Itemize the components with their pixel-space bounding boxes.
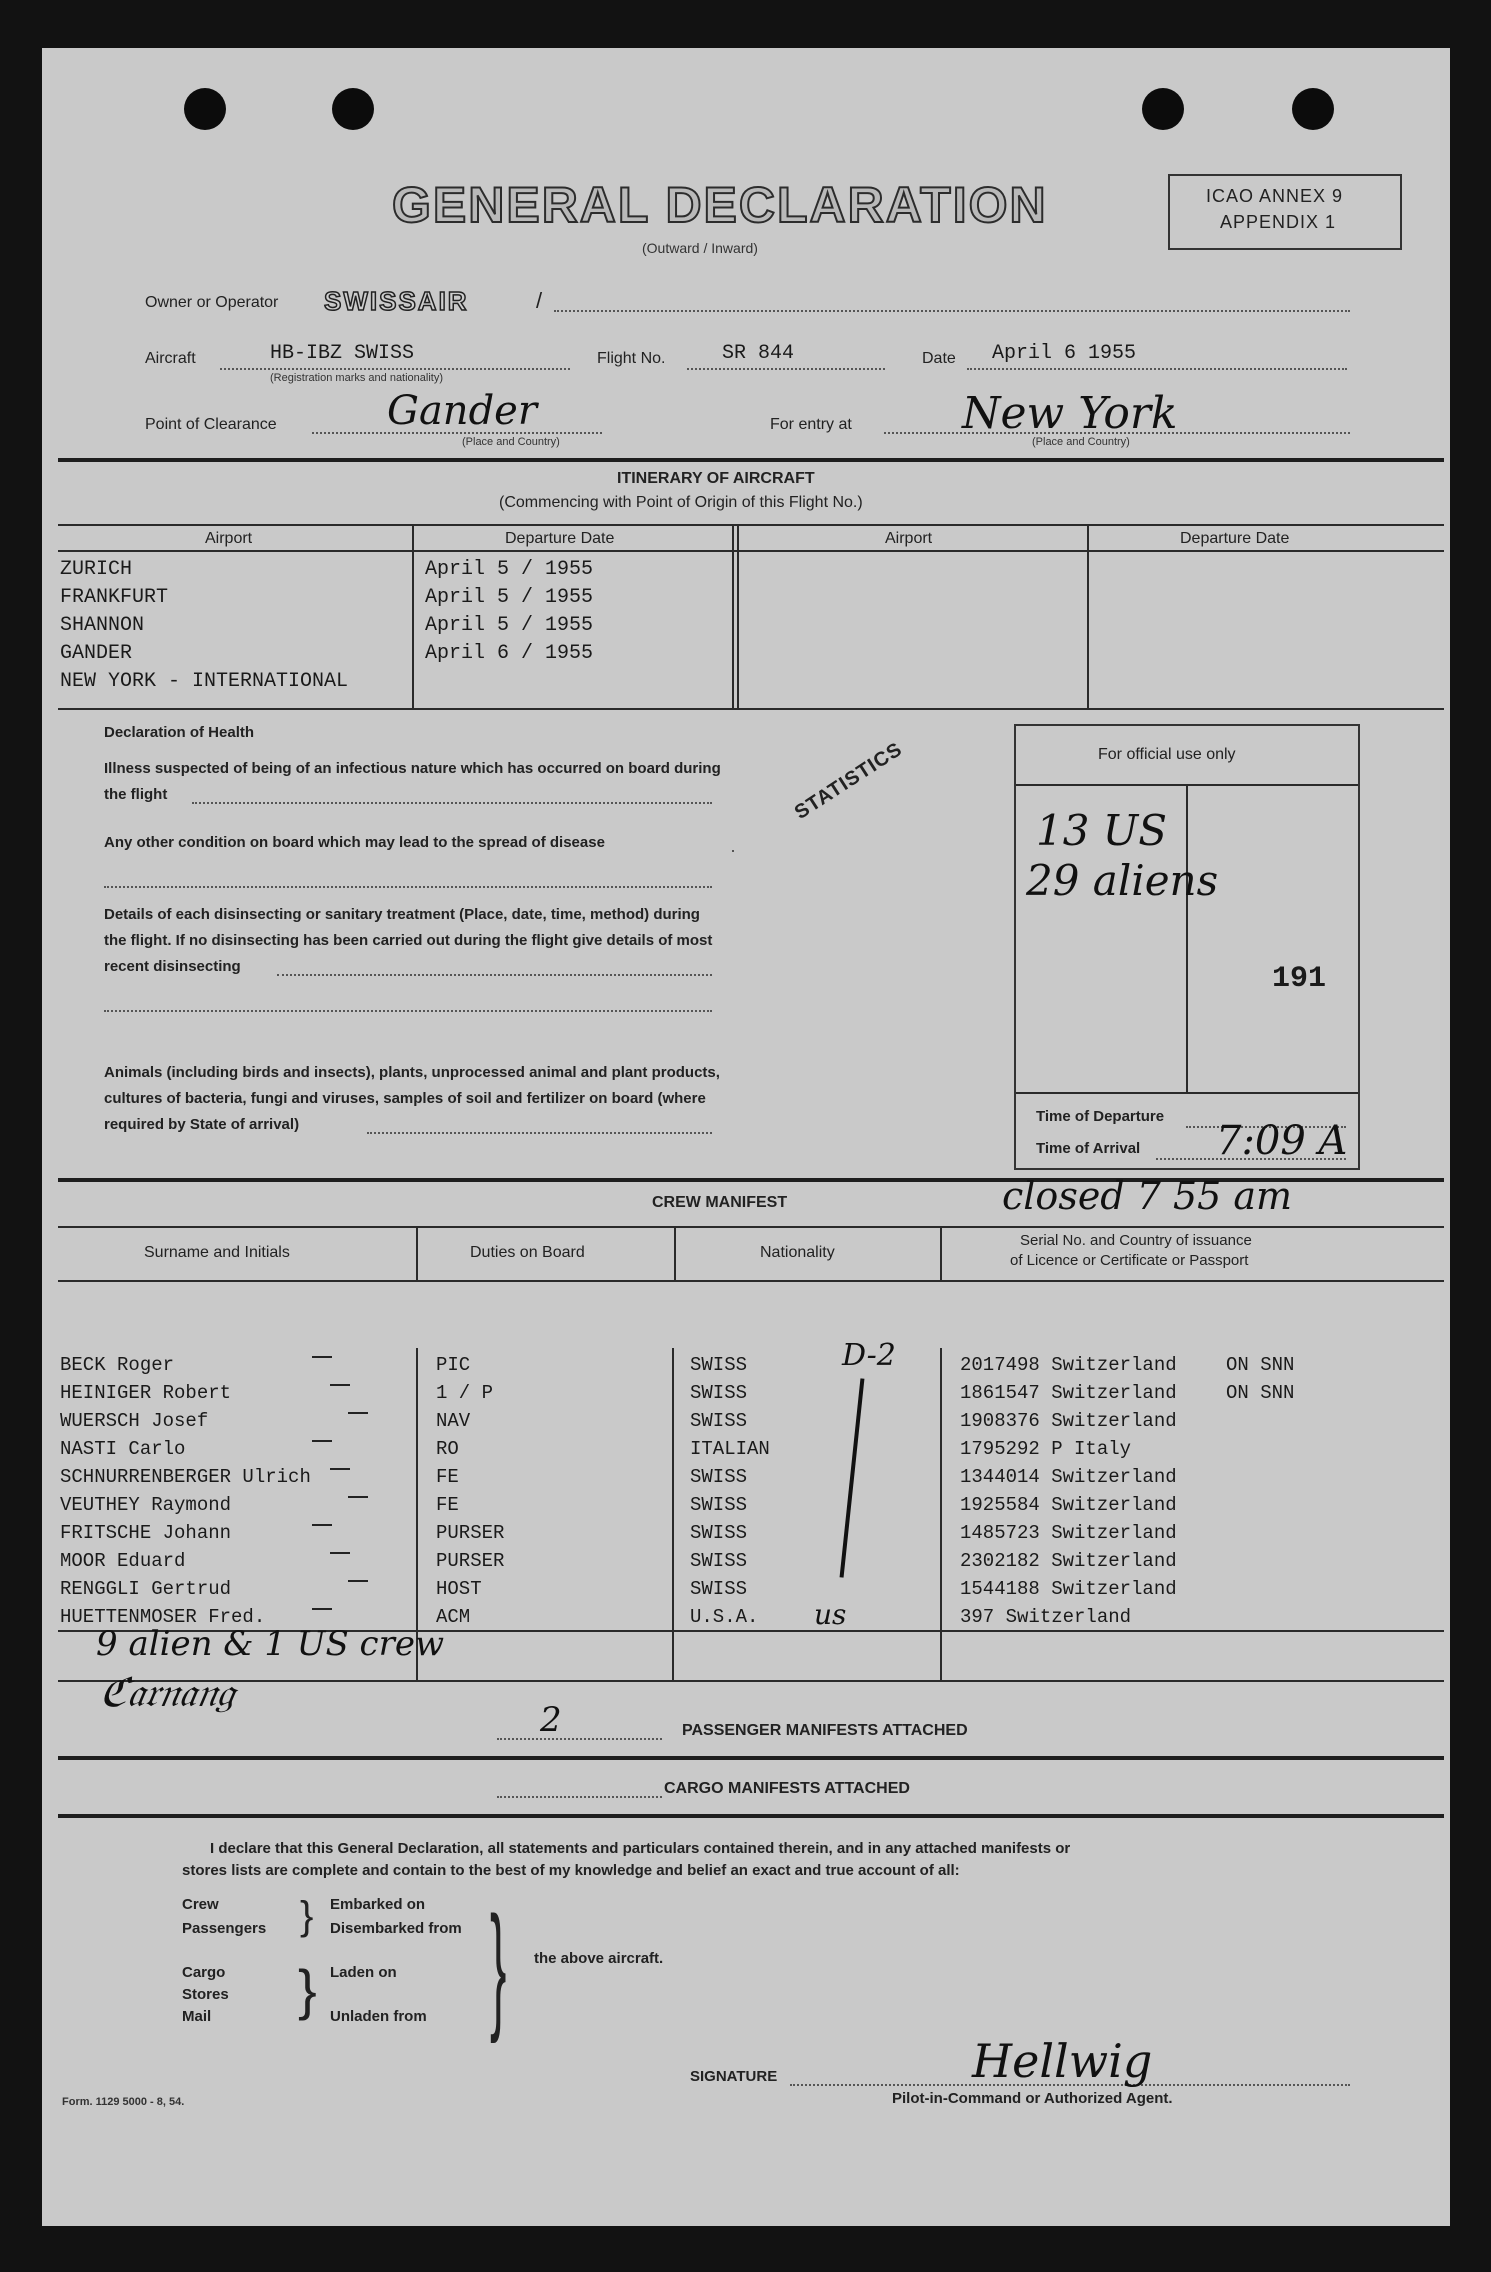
crew-nationality: SWISS bbox=[690, 1522, 748, 1544]
health-q1-line2: the flight bbox=[104, 786, 168, 803]
declaration-passengers: Passengers bbox=[182, 1920, 267, 1937]
icao-annex: ICAO ANNEX 9 bbox=[1206, 186, 1344, 206]
itinerary-airport: ZURICH bbox=[60, 558, 133, 581]
arrival-value: 7:09 A bbox=[1216, 1118, 1348, 1164]
icao-box bbox=[1168, 174, 1402, 250]
crew-duty: 1 / P bbox=[436, 1382, 494, 1404]
crew-serial: 1925584 Switzerland bbox=[960, 1494, 1177, 1516]
form-number: Form. 1129 5000 - 8, 54. bbox=[62, 2096, 185, 2108]
itinerary-airport: GANDER bbox=[60, 642, 133, 665]
place-country-note-2: (Place and Country) bbox=[1032, 436, 1130, 448]
punch-hole-icon bbox=[1292, 88, 1334, 130]
clearance-label: Point of Clearance bbox=[145, 416, 277, 433]
crew-nationality: SWISS bbox=[690, 1578, 748, 1600]
declaration-mail: Mail bbox=[182, 2008, 212, 2025]
crew-duty: RO bbox=[436, 1438, 459, 1460]
departure-label: Time of Departure bbox=[1036, 1108, 1165, 1125]
clearance-value: Gander bbox=[387, 388, 537, 434]
declaration-embarked: Embarked on bbox=[330, 1896, 426, 1913]
crew-duty: HOST bbox=[436, 1578, 482, 1600]
health-q4-line2: cultures of bacteria, fungi and viruses, samples of soil and fertilizer on board (where bbox=[104, 1090, 706, 1107]
registration-note: (Registration marks and nationality) bbox=[270, 372, 444, 384]
crew-name: WUERSCH Josef bbox=[60, 1410, 209, 1432]
official-note-aliens: 29 aliens bbox=[1026, 856, 1219, 905]
crew-duty: PIC bbox=[436, 1354, 471, 1376]
crew-serial: 1861547 Switzerland bbox=[960, 1382, 1177, 1404]
d-mark: D-2 bbox=[842, 1338, 896, 1373]
crew-header-licence: of Licence or Certificate or Passport bbox=[1010, 1252, 1249, 1269]
crew-nationality: SWISS bbox=[690, 1494, 748, 1516]
crew-note: us bbox=[814, 1598, 847, 1631]
crew-header-duties: Duties on Board bbox=[470, 1244, 585, 1261]
crew-name: MOOR Eduard bbox=[60, 1550, 186, 1572]
declaration-laden: Laden on bbox=[330, 1964, 397, 1981]
crew-nationality: SWISS bbox=[690, 1550, 748, 1572]
crew-name: NASTI Carlo bbox=[60, 1438, 186, 1460]
crew-serial: 1485723 Switzerland bbox=[960, 1522, 1177, 1544]
itinerary-date: April 5 / 1955 bbox=[425, 558, 594, 581]
crew-duty: PURSER bbox=[436, 1550, 505, 1572]
crew-nationality: ITALIAN bbox=[690, 1438, 770, 1460]
crew-title: CREW MANIFEST bbox=[652, 1194, 788, 1211]
crew-name: SCHNURRENBERGER Ulrich bbox=[60, 1466, 311, 1488]
entry-label: For entry at bbox=[770, 416, 852, 433]
crew-duty: ACM bbox=[436, 1606, 471, 1628]
crew-name: BECK Roger bbox=[60, 1354, 175, 1376]
crew-note: ON SNN bbox=[1226, 1382, 1295, 1404]
place-country-note: (Place and Country) bbox=[462, 436, 560, 448]
itinerary-title: ITINERARY OF AIRCRAFT bbox=[617, 470, 815, 487]
date-label: Date bbox=[922, 350, 956, 367]
passenger-count: 2 bbox=[540, 1700, 562, 1740]
owner-label: Owner or Operator bbox=[145, 294, 279, 311]
itinerary-header-airport-2: Airport bbox=[885, 530, 933, 547]
health-q3-line1: Details of each disinsecting or sanitary treatment (Place, date, time, method) during bbox=[104, 906, 700, 923]
cargo-manifests-label: CARGO MANIFESTS ATTACHED bbox=[664, 1780, 910, 1797]
health-q4-line1: Animals (including birds and insects), plants, unprocessed animal and plant products, bbox=[104, 1064, 720, 1081]
declaration-cargo: Cargo bbox=[182, 1964, 226, 1981]
punch-hole-icon bbox=[332, 88, 374, 130]
crew-header-serial: Serial No. and Country of issuance bbox=[1020, 1232, 1252, 1249]
declaration-stores: Stores bbox=[182, 1986, 229, 2003]
declaration-above: the above aircraft. bbox=[534, 1950, 664, 1967]
crew-serial: 1795292 P Italy bbox=[960, 1438, 1132, 1460]
aircraft-label: Aircraft bbox=[145, 350, 196, 367]
declaration-sheet: GENERAL DECLARATION (Outward / Inward) ICAO ANNEX 9 APPENDIX 1 Owner or Operator SWISSAIR / Aircraft HB-IBZ SWISS (Registration marks and nationality) Flight No. SR 844 Date April 6 1955 Point of Clearance Gander (Place and Country) For entry at New York (Place and Country) ITINERARY OF AIRCRAFT (Commencing with Point of Origin of this Flight No.) Airport Departure Date Airport Departure Date ZURICH April 5 / 1955 FRANKFURT April 5 / 1955 SHANNON April 5 / 1955 GANDER April 6 / 1955 NEW YORK - INTERNATIONAL Declaration of Health Illness suspected of being of an infectious nature which has occurred on board during the flight STATISTICS Any other condition on board which may lead to the spread of disease Details of each disinsecting or sanitary treatment (Place, date, time, method) during the flight. If no disinsecting has been carried out during the flight give details of most recent disinsecting Animals (including birds and insects), plants, unprocessed animal and plant products, cultures of bacteria, fungi and viruses, samples of soil and fertilizer on board (where required by State of arrival) For official use only 13 US 29 aliens 191 Time of Departure Time of Arrival 7:09 A CREW MANIFEST closed 7 55 am Surname and Initials Duties on Board Nationality Serial No. and Country of issuance of Licence or Certificate or Passport D-2 BECK Roger PIC SWISS 2017498 Switzerland ON SNN HEINIGER Robert 1 / P SWISS 1861547 Switzerland ON SNN WUERSCH Josef NAV SWISS 1908376 Switzerland NASTI Carlo RO ITALIAN 1795292 P Italy SCHNURRENBERGER Ulrich FE SWISS 1344014 Switzerland VEUTHEY Raymond FE SWISS 1925584 Switzerland FRITSCHE Johann PURSER SWISS 1485723 Switzerland MOOR Eduard PURSER SWISS 2302182 Switzerland RENGGLI Gertrud HOST SWISS 1544188 Switzerland HUETTENMOSER Fred. ACM U.S.A. 397 Switzerland us 9 alien & 1 US crew ℭ𝔞𝔯𝔫𝔞𝔫𝔤 2 PASSENGER MANIFESTS ATTACHED CARGO MANIFESTS ATTACHED I declare that this General Declaration, all statements and particulars contained therein, and in any attached manifests or stores lists are complete and contain to the best of my knowledge and belief an exact and true account of all: Crew Passengers Cargo Stores Mail } } Embarked on Disembarked from Laden on Unladen from } the above aircraft. SIGNATURE Hellwig Pilot-in-Command or Authorized Agent. Form. 1129 5000 - 8, 54. bbox=[42, 48, 1450, 2226]
signature-label: SIGNATURE bbox=[690, 2068, 778, 2085]
flight-value: SR 844 bbox=[722, 342, 795, 365]
itinerary-header-airport: Airport bbox=[205, 530, 253, 547]
crew-nationality: SWISS bbox=[690, 1410, 748, 1432]
date-value: April 6 1955 bbox=[992, 342, 1137, 365]
crew-nationality: SWISS bbox=[690, 1466, 748, 1488]
entry-value: New York bbox=[962, 388, 1178, 439]
handwritten-scrawl-icon: ℭ𝔞𝔯𝔫𝔞𝔫𝔤 bbox=[95, 1670, 240, 1716]
official-use-box bbox=[1014, 724, 1360, 1170]
crew-nationality: SWISS bbox=[690, 1382, 748, 1404]
crew-name: VEUTHEY Raymond bbox=[60, 1494, 232, 1516]
crew-name: HUETTENMOSER Fred. bbox=[60, 1606, 266, 1628]
crew-duty: FE bbox=[436, 1466, 459, 1488]
crew-duty: PURSER bbox=[436, 1522, 505, 1544]
crew-serial: 1344014 Switzerland bbox=[960, 1466, 1177, 1488]
crew-header-surname: Surname and Initials bbox=[144, 1244, 290, 1261]
crew-serial: 397 Switzerland bbox=[960, 1606, 1132, 1628]
tick-mark bbox=[312, 1524, 332, 1526]
official-number: 191 bbox=[1272, 962, 1327, 996]
official-note-us: 13 US bbox=[1036, 806, 1167, 855]
declaration-unladen: Unladen from bbox=[330, 2008, 427, 2025]
crew-serial: 1544188 Switzerland bbox=[960, 1578, 1177, 1600]
aircraft-value: HB-IBZ SWISS bbox=[270, 342, 415, 365]
health-title: Declaration of Health bbox=[104, 724, 255, 741]
form-title: GENERAL DECLARATION bbox=[392, 177, 1048, 233]
tick-mark bbox=[348, 1580, 368, 1582]
health-q2: Any other condition on board which may lead to the spread of disease bbox=[104, 834, 605, 851]
health-q3-line2: the flight. If no disinsecting has been carried out during the flight give details of most bbox=[104, 932, 713, 949]
official-title: For official use only bbox=[1098, 746, 1236, 763]
arrival-label: Time of Arrival bbox=[1036, 1140, 1141, 1157]
closed-note: closed 7 55 am bbox=[1002, 1174, 1293, 1218]
crew-serial: 2302182 Switzerland bbox=[960, 1550, 1177, 1572]
itinerary-date: April 6 / 1955 bbox=[425, 642, 594, 665]
declaration-disembarked: Disembarked from bbox=[330, 1920, 462, 1937]
itinerary-airport: SHANNON bbox=[60, 614, 145, 637]
crew-duty: FE bbox=[436, 1494, 459, 1516]
check-stroke bbox=[840, 1378, 865, 1577]
health-q4-line3: required by State of arrival) bbox=[104, 1116, 300, 1133]
tick-mark bbox=[312, 1356, 332, 1358]
declaration-crew: Crew bbox=[182, 1896, 219, 1913]
crew-header-nationality: Nationality bbox=[760, 1244, 835, 1261]
crew-nationality: SWISS bbox=[690, 1354, 748, 1376]
itinerary-airport: NEW YORK - INTERNATIONAL bbox=[60, 670, 349, 693]
tick-mark bbox=[312, 1608, 332, 1610]
flight-label: Flight No. bbox=[597, 350, 666, 367]
declaration-line2: stores lists are complete and contain to the best of my knowledge and belief an exact and true account of all: bbox=[182, 1862, 960, 1879]
tick-mark bbox=[312, 1440, 332, 1442]
punch-hole-icon bbox=[1142, 88, 1184, 130]
punch-hole-icon bbox=[184, 88, 226, 130]
tick-mark bbox=[348, 1496, 368, 1498]
tick-mark bbox=[330, 1468, 350, 1470]
crew-name: FRITSCHE Johann bbox=[60, 1522, 232, 1544]
pic-label: Pilot-in-Command or Authorized Agent. bbox=[892, 2090, 1173, 2107]
health-q1-line1: Illness suspected of being of an infectious nature which has occurred on board during bbox=[104, 760, 721, 777]
owner-value: SWISSAIR bbox=[324, 286, 469, 316]
itinerary-subtitle: (Commencing with Point of Origin of this Flight No.) bbox=[499, 494, 863, 511]
icao-appendix: APPENDIX 1 bbox=[1220, 212, 1337, 232]
health-q3-line3: recent disinsecting bbox=[104, 958, 241, 975]
itinerary-airport: FRANKFURT bbox=[60, 586, 169, 609]
crew-name: RENGGLI Gertrud bbox=[60, 1578, 232, 1600]
crew-duty: NAV bbox=[436, 1410, 471, 1432]
crew-serial: 1908376 Switzerland bbox=[960, 1410, 1177, 1432]
tick-mark bbox=[348, 1412, 368, 1414]
itinerary-date: April 5 / 1955 bbox=[425, 586, 594, 609]
itinerary-date: April 5 / 1955 bbox=[425, 614, 594, 637]
crew-hand-note: 9 alien & 1 US crew bbox=[96, 1624, 445, 1664]
tick-mark bbox=[330, 1384, 350, 1386]
crew-note: ON SNN bbox=[1226, 1354, 1295, 1376]
crew-name: HEINIGER Robert bbox=[60, 1382, 232, 1404]
itinerary-header-date-2: Departure Date bbox=[1180, 530, 1290, 547]
crew-serial: 2017498 Switzerland bbox=[960, 1354, 1177, 1376]
form-direction: (Outward / Inward) bbox=[642, 240, 758, 256]
signature-value: Hellwig bbox=[972, 2034, 1153, 2088]
tick-mark bbox=[330, 1552, 350, 1554]
passenger-manifests-label: PASSENGER MANIFESTS ATTACHED bbox=[682, 1722, 968, 1739]
itinerary-header-date: Departure Date bbox=[505, 530, 615, 547]
statistics-stamp: STATISTICS bbox=[790, 738, 907, 824]
declaration-line1: I declare that this General Declaration, all statements and particulars contained therein, and in any attached manifests or bbox=[210, 1840, 1071, 1857]
crew-nationality: U.S.A. bbox=[690, 1606, 759, 1628]
